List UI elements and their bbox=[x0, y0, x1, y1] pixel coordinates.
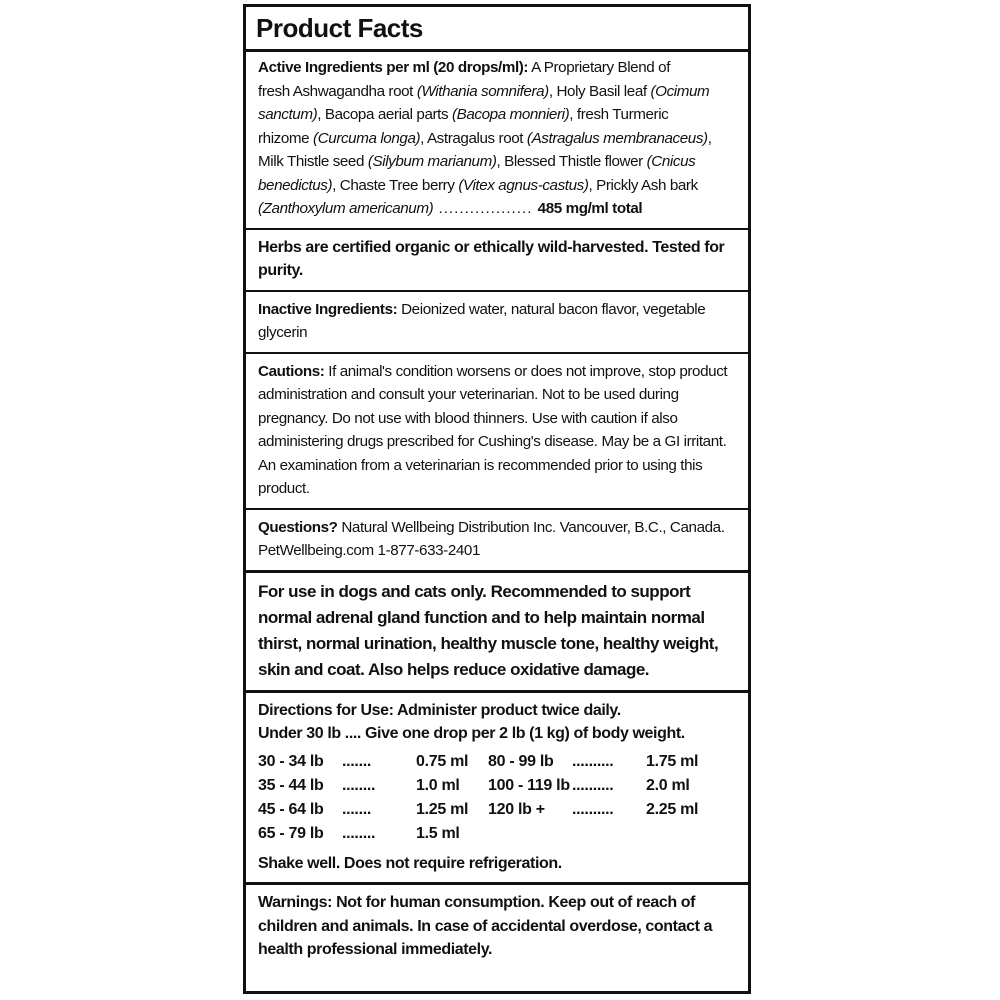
dose-row bbox=[258, 822, 488, 846]
active-ingredients-section: Active Ingredients per ml (20 drops/ml): A Proprietary Blend of fresh Ashwagandha root (Withania somnifera), Holy Basil leaf (Ocimum sanctum), Bacopa aerial parts (Bacopa monnieri), fresh Turmeric rhizome (Curcuma longa), Astragalus root (Astragalus membranaceus), Milk Thistle seed (Silybum marianum), Blessed Thistle flower (Cnicus benedictus), Chaste Tree berry (Vitex agnus-castus), Prickly Ash bark (Zanthoxylum americanum) .................. 485 mg/ml total bbox=[246, 52, 748, 230]
use-statement: For use in dogs and cats only. Recommended to support normal adrenal gland function and to help maintain normal thirst, normal urination, healthy muscle tone, healthy weight, skin and coat. Also helps reduce oxidative damage. bbox=[246, 573, 748, 693]
panel-title: Product Facts bbox=[246, 7, 748, 52]
dose-dots: ........ bbox=[342, 824, 376, 842]
cautions-section bbox=[246, 354, 748, 510]
dose-row bbox=[258, 798, 488, 822]
questions-section bbox=[246, 510, 748, 573]
active-ingredients-label: Active Ingredients per ml (20 drops/ml): bbox=[258, 59, 529, 76]
dose-row bbox=[488, 798, 728, 822]
dose-range: 100 - 119 lb bbox=[488, 776, 570, 794]
dose-row bbox=[258, 750, 488, 774]
directions-under-30: Under 30 lb .... Give one drop per 2 lb (1 kg) of body weight. bbox=[258, 725, 685, 742]
product-facts-panel bbox=[243, 4, 751, 994]
dose-row bbox=[488, 750, 728, 774]
active-total: 485 mg/ml total bbox=[537, 200, 643, 217]
inactive-ingredients-text: Deionized water, natural bacon flavor, vegetable glycerin bbox=[258, 300, 706, 341]
dose-range: 30 - 34 lb bbox=[258, 752, 324, 770]
inactive-ingredients-section bbox=[246, 292, 748, 354]
dose-dots: ....... bbox=[342, 800, 372, 818]
warnings-label: Warnings: bbox=[258, 894, 333, 911]
dose-range: 65 - 79 lb bbox=[258, 824, 324, 842]
questions-text: Natural Wellbeing Distribution Inc. Vancouver, B.C., Canada. bbox=[337, 518, 725, 536]
dose-dots: .......... bbox=[572, 800, 614, 818]
organic-statement: Herbs are certified organic or ethically wild-harvested. Tested for purity. bbox=[246, 230, 748, 292]
dose-value: 0.75 ml bbox=[416, 752, 469, 770]
cautions-text: If animal's condition worsens or does not improve, stop product administration and consult your veterinarian. Not to be used during pregnancy. Do not use with blood thinners. Use with caution if also administering drugs prescribed for Cushing's disease. May be a GI irritant. An examination from a veterinarian is recommended prior to using this product. bbox=[258, 362, 728, 497]
warnings-section bbox=[246, 885, 748, 969]
dose-range: 120 lb + bbox=[488, 800, 545, 818]
dose-range: 80 - 99 lb bbox=[488, 752, 554, 770]
dose-column-right bbox=[488, 750, 728, 846]
shake-note: Shake well. Does not require refrigeration. bbox=[258, 854, 562, 872]
dose-range: 45 - 64 lb bbox=[258, 800, 324, 818]
dose-row bbox=[488, 774, 728, 798]
dose-dots: ....... bbox=[342, 752, 372, 770]
dose-value: 1.25 ml bbox=[416, 800, 469, 818]
dose-column-left bbox=[258, 750, 488, 846]
warnings-text: Not for human consumption. Keep out of reach of children and animals. In case of accidental overdose, contact a health professional immediately. bbox=[258, 894, 713, 958]
dose-value: 1.75 ml bbox=[646, 752, 699, 770]
directions-heading: Directions for Use: Administer product twice daily. bbox=[258, 701, 621, 719]
questions-label: Questions? bbox=[258, 518, 338, 536]
dose-dots: ........ bbox=[342, 776, 376, 794]
dose-row bbox=[258, 774, 488, 798]
dose-table bbox=[258, 750, 740, 846]
dose-dots: .......... bbox=[572, 752, 614, 770]
dose-value: 1.0 ml bbox=[416, 776, 460, 794]
dose-value: 1.5 ml bbox=[416, 824, 460, 842]
dose-range: 35 - 44 lb bbox=[258, 776, 324, 794]
dose-value: 2.25 ml bbox=[646, 800, 699, 818]
dose-value: 2.0 ml bbox=[646, 776, 690, 794]
inactive-ingredients-label: Inactive Ingredients: bbox=[258, 300, 398, 318]
contact-info: PetWellbeing.com 1-877-633-2401 bbox=[258, 542, 481, 559]
cautions-label: Cautions: bbox=[258, 362, 325, 380]
directions-section bbox=[246, 693, 748, 886]
dose-dots: .......... bbox=[572, 776, 614, 794]
